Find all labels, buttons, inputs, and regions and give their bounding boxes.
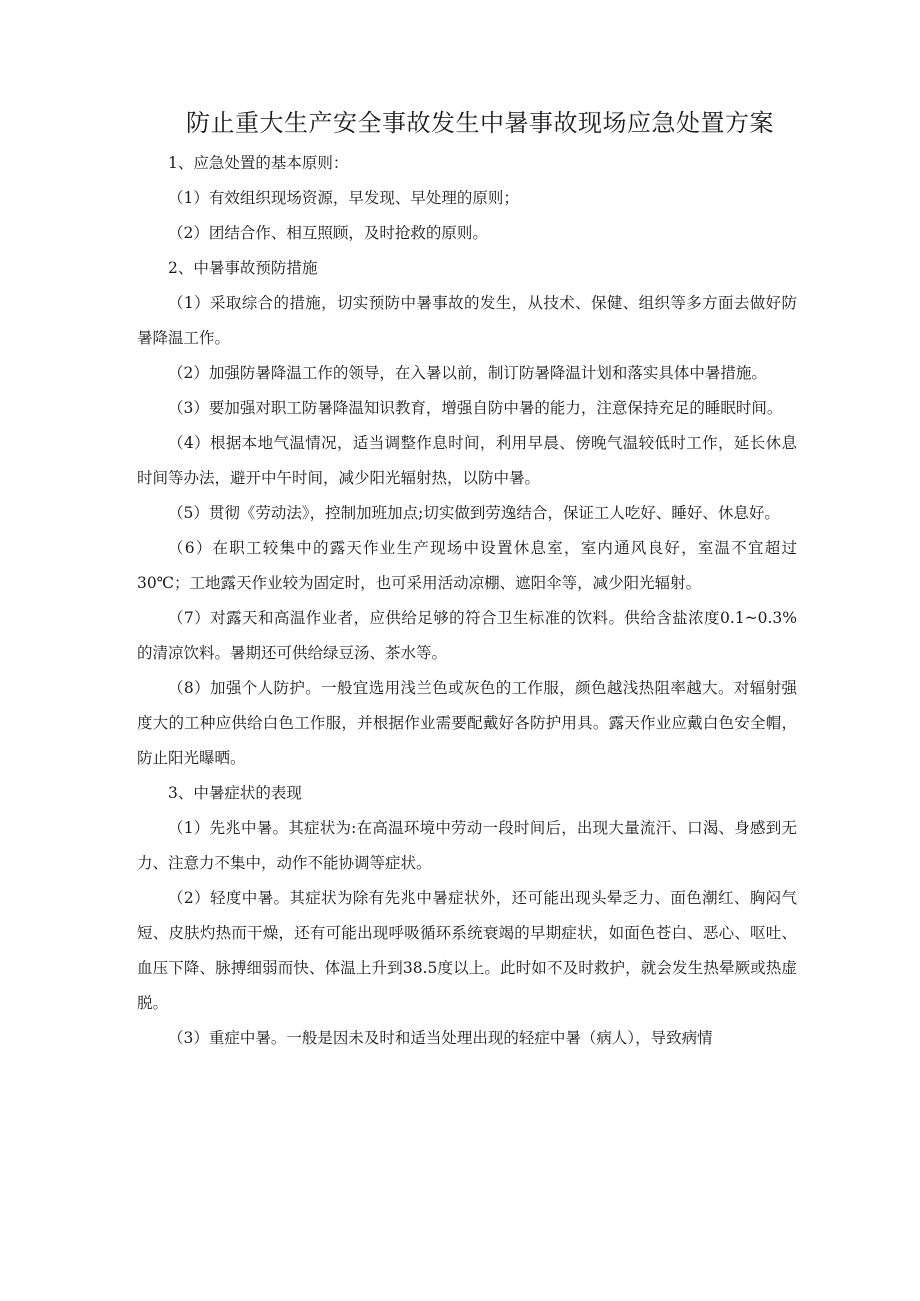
section-heading: 2、中暑事故预防措施 — [168, 259, 318, 277]
paragraph: （2）加强防暑降温工作的领导，在入暑以前，制订防暑降温计划和落实具体中暑措施。 — [168, 364, 767, 382]
paragraph: （7）对露天和高温作业者，应供给足够的符合卫生标准的饮料。供给含盐浓度0.1~0.3%的清凉饮料。暑期还可供给绿豆汤、茶水等。 — [137, 609, 797, 662]
paragraph: （3）要加强对职工防暑降温知识教育，增强自防中暑的能力，注意保持充足的睡眠时间。 — [168, 399, 783, 417]
document-title: 防止重大生产安全事故发生中暑事故现场应急处置方案 — [186, 109, 774, 137]
paragraph: （3）重症中暑。一般是因未及时和适当处理出现的轻症中暑（病人），导致病情 — [168, 1029, 713, 1047]
paragraph: （4）根据本地气温情况，适当调整作息时间，利用早晨、傍晚气温较低时工作，延长休息时间等办法，避开中午时间，减少阳光辐射热，以防中暑。 — [137, 434, 797, 487]
paragraph: （2）轻度中暑。其症状为除有先兆中暑症状外，还可能出现头晕乏力、面色潮红、胸闷气短、皮肤灼热而干燥，还有可能出现呼吸循环系统衰竭的早期症状，如面色苍白、恶心、呕吐、血压下降、脉搏细弱而快、体温上升到38.5度以上。此时如不及时救护，就会发生热晕厥或热虚脱。 — [137, 889, 797, 1012]
paragraph: （2）团结合作、相互照顾，及时抢救的原则。 — [168, 224, 488, 242]
document-body — [137, 146, 797, 1056]
paragraph: （5）贯彻《劳动法》，控制加班加点;切实做到劳逸结合，保证工人吃好、睡好、休息好。 — [168, 504, 780, 522]
section-heading: 1、应急处置的基本原则： — [168, 154, 349, 172]
paragraph: （1）有效组织现场资源，早发现、早处理的原则； — [168, 189, 519, 207]
paragraph: （6）在职工较集中的露天作业生产现场中设置休息室，室内通风良好，室温不宜超过30℃；工地露天作业较为固定时，也可采用活动凉棚、遮阳伞等，减少阳光辐射。 — [137, 539, 797, 592]
paragraph: （1）先兆中暑。其症状为:在高温环境中劳动一段时间后，出现大量流汗、口渴、身感到无力、注意力不集中，动作不能协调等症状。 — [137, 819, 797, 872]
section-heading: 3、中暑症状的表现 — [168, 784, 302, 802]
paragraph: （8）加强个人防护。一般宜选用浅兰色或灰色的工作服，颜色越浅热阻率越大。对辐射强度大的工种应供给白色工作服，并根据作业需要配戴好各防护用具。露天作业应戴白色安全帽，防止阳光曝晒。 — [137, 679, 797, 767]
paragraph: （1）采取综合的措施，切实预防中暑事故的发生，从技术、保健、组织等多方面去做好防暑降温工作。 — [137, 294, 797, 347]
